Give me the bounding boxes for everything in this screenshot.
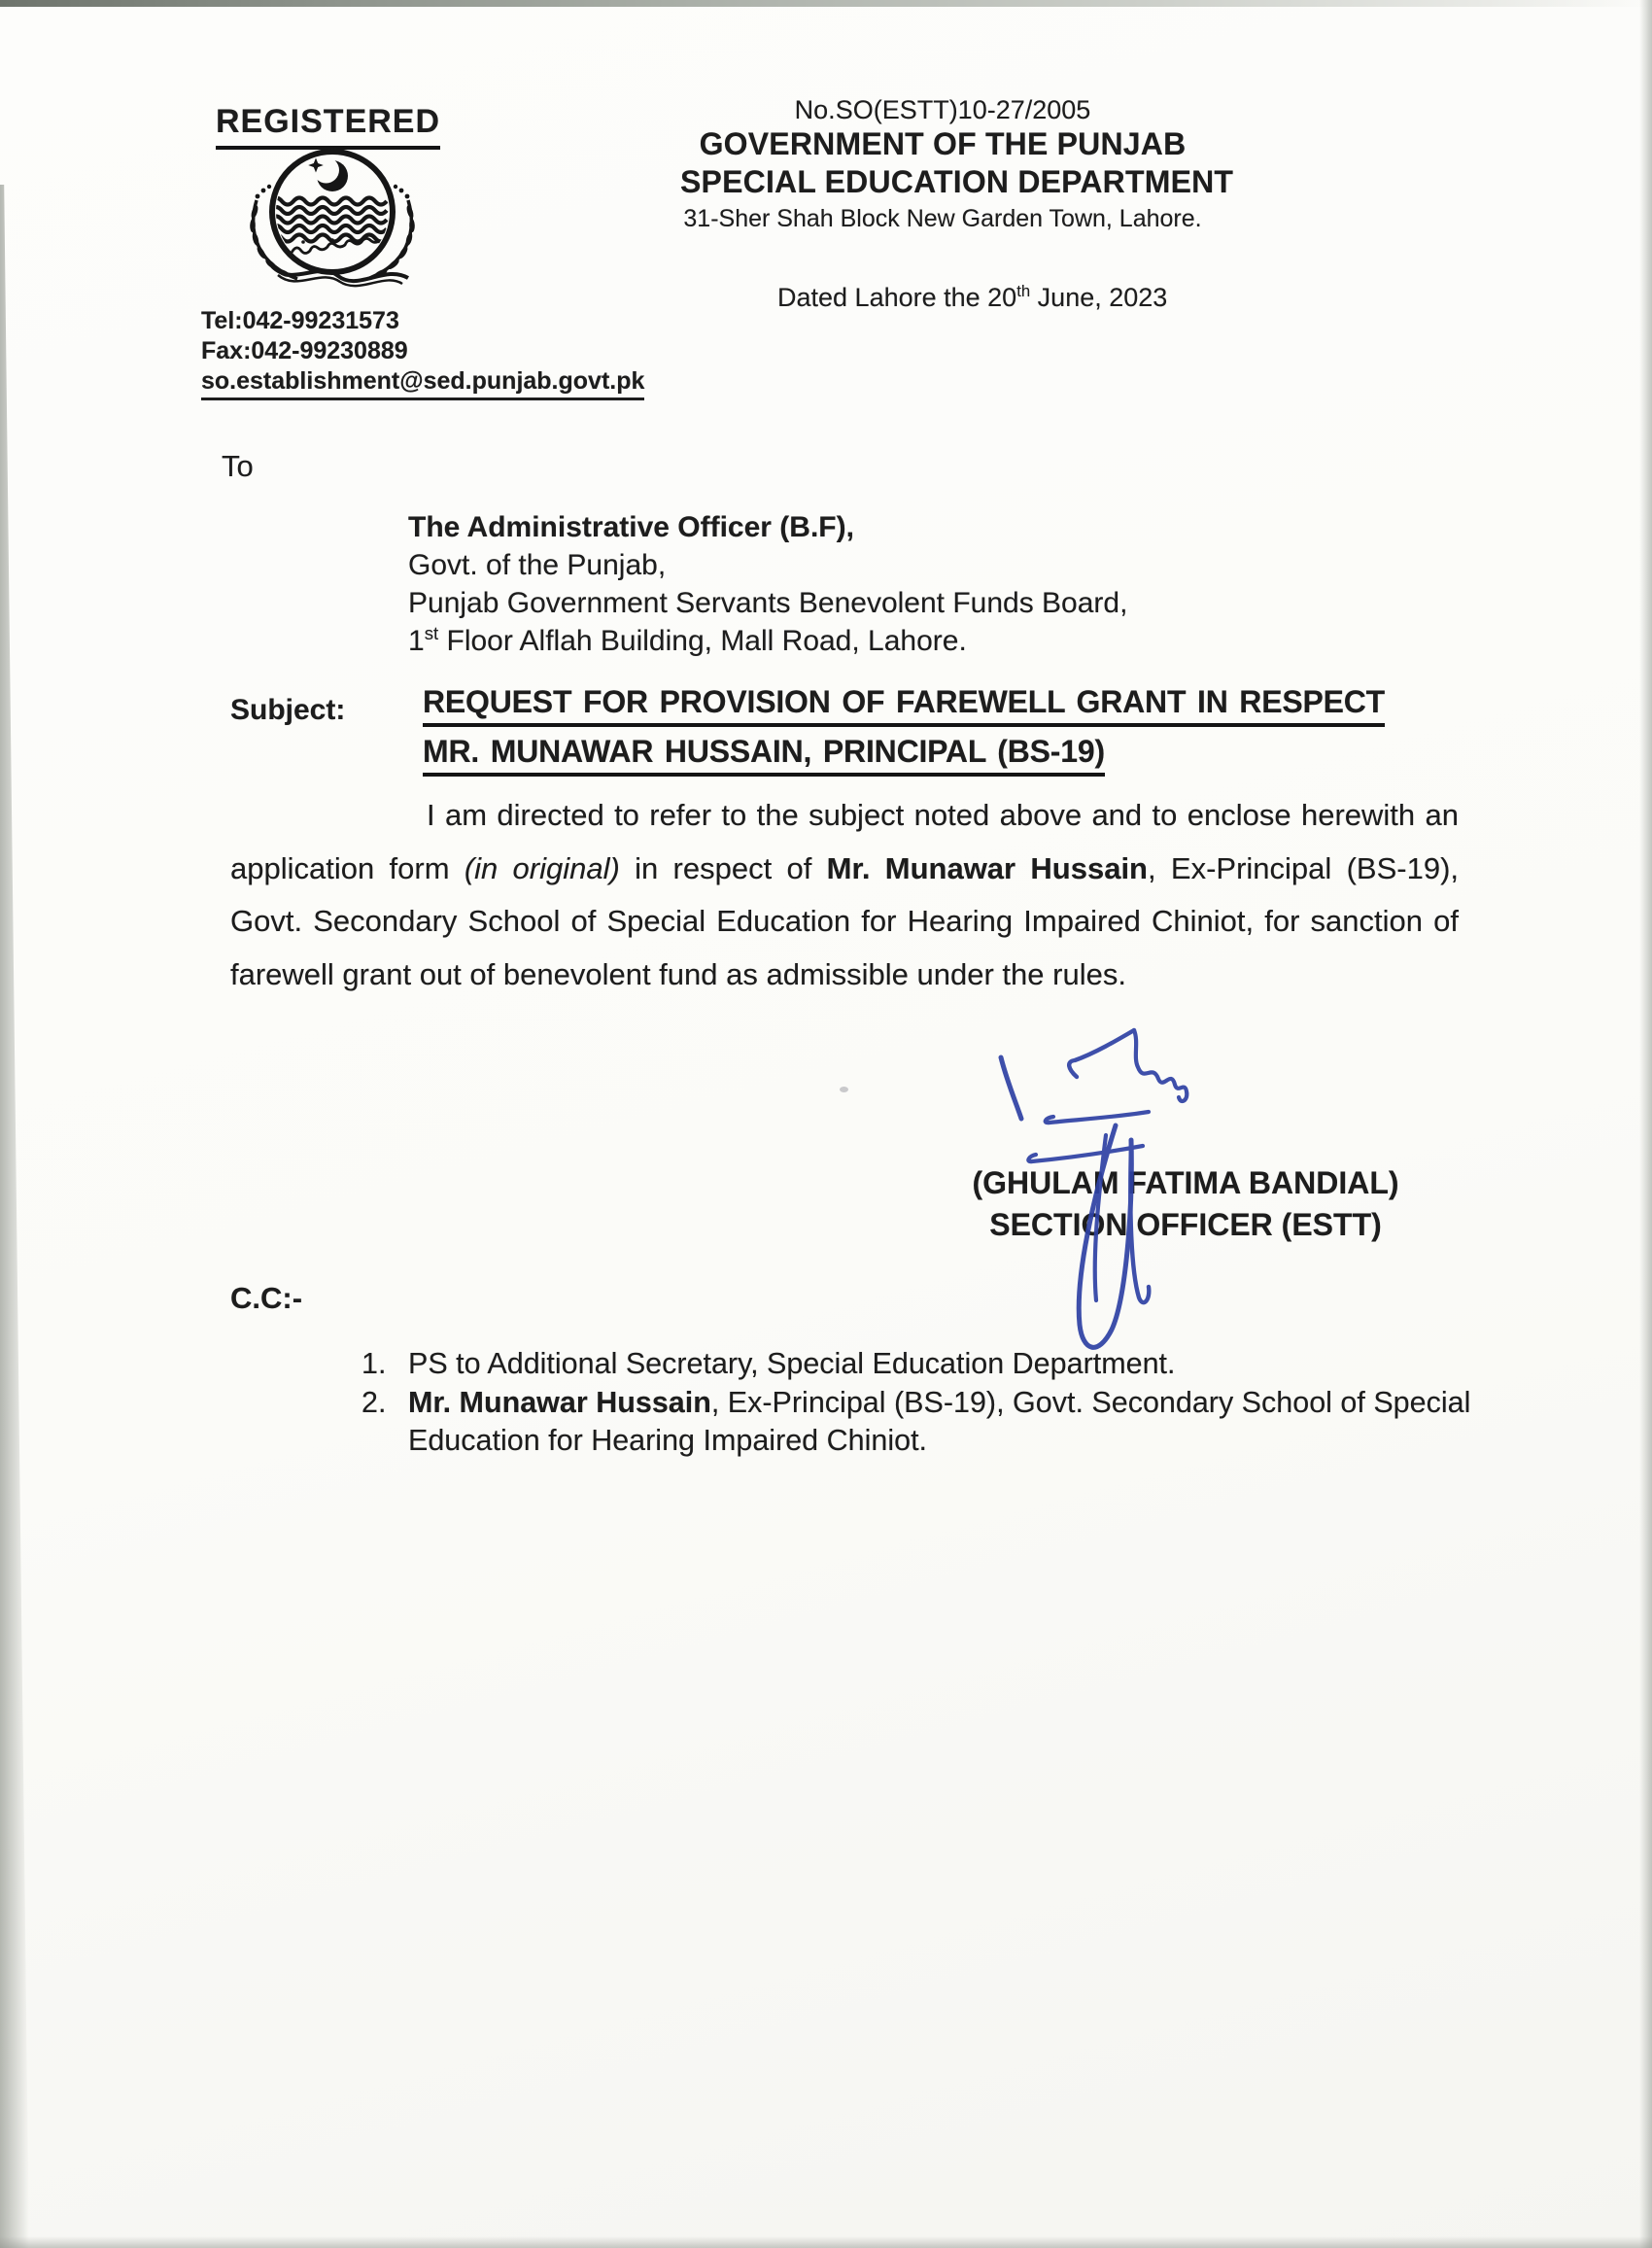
reference-number: No.SO(ESTT)10-27/2005 xyxy=(794,95,1091,124)
cc-text-run: , Ex-Principal (BS-19), Govt. Secondary School of Special Education for Hearing Impaired Chiniot. xyxy=(408,1385,1471,1457)
floor-ordinal-suffix: st xyxy=(424,623,439,643)
subject-title xyxy=(423,684,1467,783)
body-text: in respect of xyxy=(619,850,827,885)
scan-speck xyxy=(840,1087,848,1092)
contact-block xyxy=(201,306,644,400)
river-waves-icon xyxy=(270,198,387,242)
cc-label: C.C:- xyxy=(230,1281,303,1315)
to-label: To xyxy=(222,449,254,483)
cc-item-text xyxy=(408,1345,1482,1384)
department-address: 31-Sher Shah Block New Garden Town, Lahore. xyxy=(683,205,1202,232)
cc-list xyxy=(361,1345,1489,1461)
email-line: so.establishment@sed.punjab.govt.pk xyxy=(201,366,644,400)
cc-text-run: PS to Additional Secretary, Special Education Department. xyxy=(408,1347,1176,1380)
crescent-star-icon xyxy=(308,157,348,192)
cc-item xyxy=(361,1345,1489,1384)
punjab-government-emblem-icon xyxy=(243,146,437,296)
body-text: I am directed to refer to the subject noted above and to enclose herewith an application form xyxy=(230,798,1459,885)
body-italic-text: (in original) xyxy=(464,850,620,885)
scan-edge-right xyxy=(1639,0,1652,2248)
date-line xyxy=(777,283,1167,313)
subject-label: Subject: xyxy=(230,694,346,726)
cc-item-number: 2. xyxy=(361,1385,387,1419)
addressee-block xyxy=(408,508,1127,660)
department-name: SPECIAL EDUCATION DEPARTMENT xyxy=(680,164,1234,199)
body-paragraph xyxy=(230,789,1459,1001)
addressee-title: The Administrative Officer (B.F), xyxy=(408,511,854,543)
body-text: , Ex-Principal (BS-19), Govt. Secondary School of Special Education for Hearing Impaired Chiniot, for sanction of farewell grant out of benevolent fund as admissible under the rules. xyxy=(230,850,1460,991)
scan-edge-left xyxy=(0,185,29,2248)
registered-stamp: REGISTERED xyxy=(216,103,440,150)
cc-bold-name: Mr. Munawar Hussain xyxy=(408,1385,711,1419)
date-text-tail: June, 2023 xyxy=(1030,283,1168,312)
addressee-line xyxy=(408,622,1127,660)
date-ordinal-suffix: th xyxy=(1016,282,1031,300)
tel-line: Tel:042-99231573 xyxy=(201,307,399,334)
body-bold-name: Mr. Munawar Hussain xyxy=(826,850,1148,885)
fax-line: Fax:042-99230889 xyxy=(201,337,408,364)
scan-edge-bottom xyxy=(0,2236,1652,2248)
addressee-line: Punjab Government Servants Benevolent Funds Board, xyxy=(408,587,1128,619)
date-text: Dated Lahore the 20 xyxy=(777,283,1017,312)
cc-item-number: 1. xyxy=(361,1347,387,1380)
scan-edge-top xyxy=(0,0,1652,7)
signatory-name: (GHULAM FATIMA BANDIAL) xyxy=(972,1165,1399,1200)
subject-line-1: REQUEST FOR PROVISION OF FAREWELL GRANT IN RESPECT xyxy=(423,684,1385,727)
cc-item-text xyxy=(408,1384,1482,1461)
signatory-title: SECTION OFFICER (ESTT) xyxy=(989,1207,1382,1242)
addressee-line: Govt. of the Punjab, xyxy=(408,549,667,581)
subject-line-2: MR. MUNAWAR HUSSAIN, PRINCIPAL (BS-19) xyxy=(423,734,1105,777)
addressee-line-tail: Floor Alflah Building, Mall Road, Lahore. xyxy=(438,625,967,657)
government-name: GOVERNMENT OF THE PUNJAB xyxy=(699,126,1187,161)
letterhead xyxy=(680,94,1234,233)
cc-item xyxy=(361,1384,1489,1461)
signatory-block xyxy=(923,1162,1448,1246)
addressee-line-text: 1 xyxy=(408,625,425,657)
